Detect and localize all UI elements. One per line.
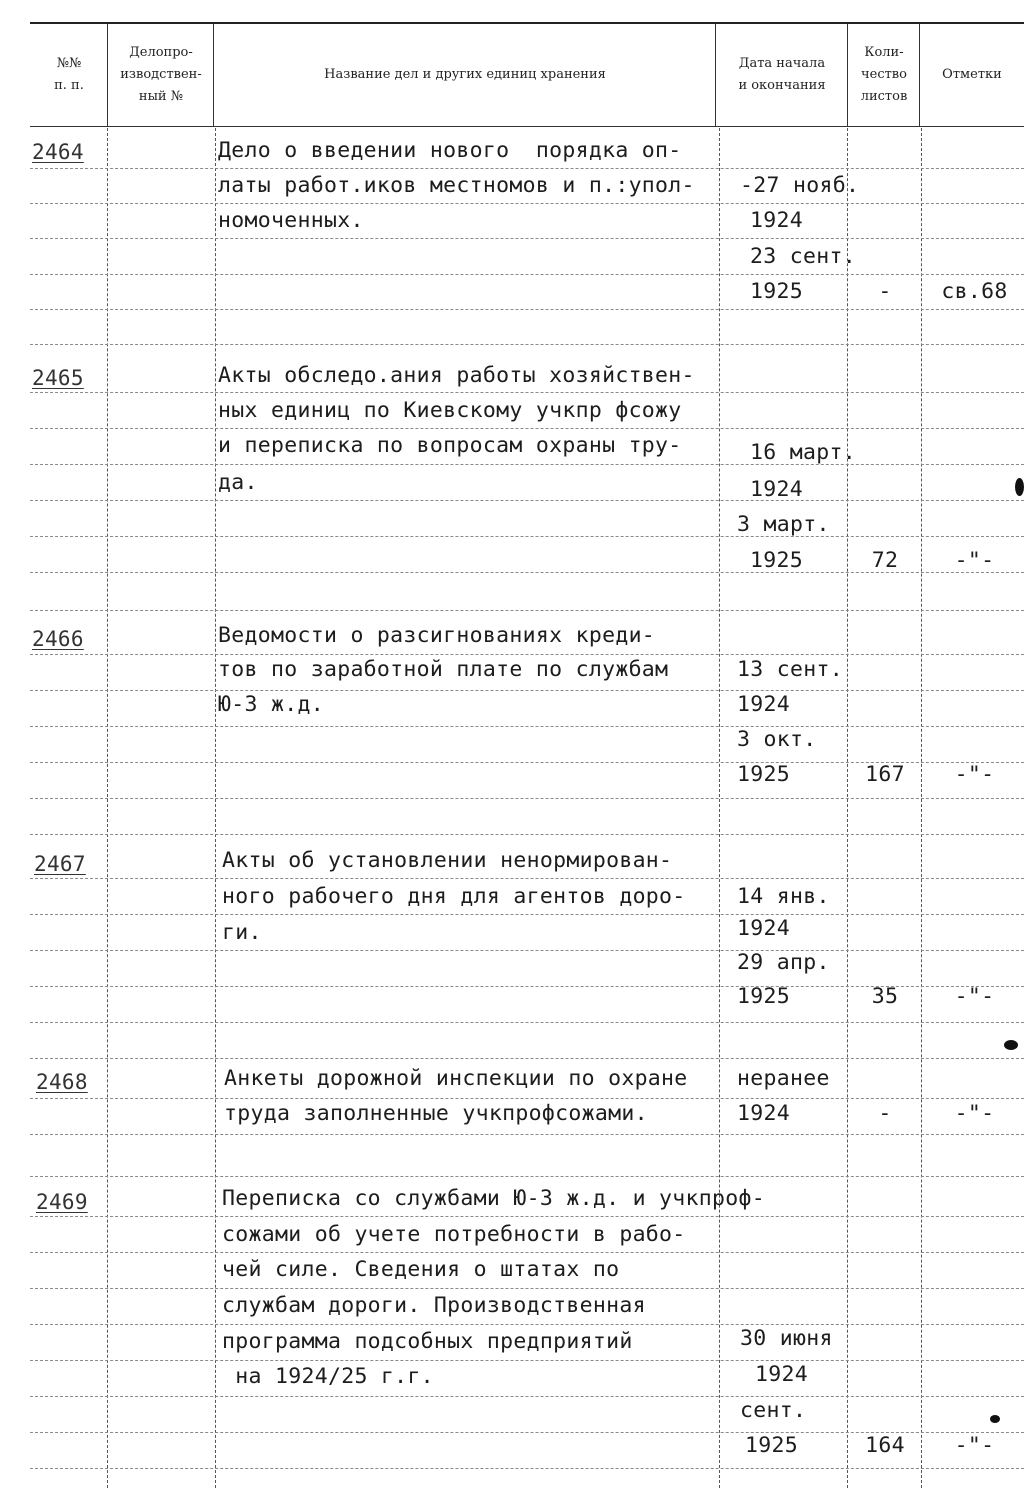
record-title-line: да. (218, 470, 258, 495)
record-notes: -"- (954, 1101, 995, 1126)
ruled-line (30, 1360, 1024, 1361)
record-notes: -"- (954, 548, 995, 573)
record-date-line: 23 сент. (750, 244, 856, 269)
record-date-line: 1924 (750, 208, 803, 233)
record-date-line: 1924 (750, 477, 803, 502)
ruled-line (30, 950, 1024, 951)
record-date-line: 1925 (750, 548, 803, 573)
record-title-line: ного рабочего дня для агентов доро- (222, 884, 686, 909)
record-title-line: номоченных. (218, 208, 364, 233)
record-sheet-count: - (878, 279, 892, 304)
ruled-line (30, 203, 1024, 204)
record-number: 2465 (32, 366, 84, 390)
ruled-line (30, 610, 1024, 611)
ruled-line (30, 914, 1024, 915)
record-title-line: Акты об установлении ненормирован- (222, 848, 673, 873)
record-title-line: и переписка по вопросам охраны тру- (218, 433, 682, 458)
header-divider (919, 24, 920, 126)
ruled-line (30, 428, 1024, 429)
record-title-line: ных единиц по Киевскому учкпр фсожу (218, 398, 682, 423)
record-date-line: 3 март. (737, 512, 830, 537)
record-date-line: 1924 (737, 916, 790, 941)
record-date-line: сент. (740, 1398, 807, 1423)
ruled-line (30, 1176, 1024, 1177)
header-sheets-col: Коли- чество листов (860, 45, 908, 104)
record-date-line: 1924 (737, 1101, 790, 1126)
record-date-line: 1924 (737, 692, 790, 717)
record-date-line: -27 нояб. (740, 173, 860, 198)
record-title-line: Ведомости о разсигнованиях креди- (218, 623, 656, 648)
header-dates-col: Дата начала и окончания (738, 56, 826, 93)
record-title-line: латы работ.иков местномов и п.:упол- (218, 173, 695, 198)
ruled-line (30, 1324, 1024, 1325)
record-date-line: 1924 (755, 1362, 808, 1387)
column-line (215, 128, 216, 1488)
ruled-line (30, 274, 1024, 275)
record-date-line: 14 янв. (737, 884, 830, 909)
ruled-line (30, 1468, 1024, 1469)
header-number-col: №№ п. п. (54, 56, 84, 93)
ruled-line (30, 1022, 1024, 1023)
record-title-line: Дело о введении нового порядка оп- (218, 138, 682, 163)
ruled-line (30, 1288, 1024, 1289)
record-date-line: 1925 (750, 279, 803, 304)
ruled-line (30, 654, 1024, 655)
ink-blot (1004, 1040, 1018, 1050)
column-line (719, 128, 720, 1488)
record-date-line: 13 сент. (737, 657, 843, 682)
ink-blot (990, 1415, 1000, 1423)
record-number: 2467 (34, 852, 86, 876)
ruled-line (30, 392, 1024, 393)
ruled-line (30, 1252, 1024, 1253)
record-date-line: неранее (737, 1066, 830, 1091)
record-date-line: 1925 (745, 1433, 798, 1458)
header-divider (715, 24, 716, 126)
ruled-line (30, 1098, 1024, 1099)
ruled-line (30, 834, 1024, 835)
ruled-line (30, 500, 1024, 501)
ruled-line (30, 1216, 1024, 1217)
record-date-line: 1925 (737, 984, 790, 1009)
record-title-line: чей силе. Сведения о штатах по (222, 1257, 620, 1282)
ruled-line (30, 344, 1024, 345)
ruled-line (30, 1058, 1024, 1059)
record-sheet-count: 167 (865, 762, 905, 787)
ruled-line (30, 309, 1024, 310)
record-title-line: Анкеты дорожной инспекции по охране (224, 1066, 688, 1091)
ruled-line (30, 878, 1024, 879)
record-date-line: 16 март. (750, 440, 856, 465)
record-title-line: службам дороги. Производственная (222, 1293, 646, 1318)
record-date-line: 3 окт. (737, 727, 817, 752)
record-title-line: ги. (222, 920, 262, 945)
ruled-line (30, 536, 1024, 537)
ruled-line (30, 690, 1024, 691)
record-number: 2468 (36, 1070, 88, 1094)
record-title-line: Ю-З ж.д. (218, 692, 324, 717)
column-line (847, 128, 848, 1488)
record-number: 2469 (36, 1190, 88, 1214)
header-divider (107, 24, 108, 126)
record-date-line: 1925 (737, 762, 790, 787)
record-number: 2464 (32, 140, 84, 164)
column-line (107, 128, 108, 1488)
record-sheet-count: 164 (865, 1433, 905, 1458)
record-notes: -"- (954, 984, 995, 1009)
header-divider (847, 24, 848, 126)
ruled-line (30, 238, 1024, 239)
record-date-line: 30 июня (740, 1326, 833, 1351)
record-title-line: тов по заработной плате по службам (218, 657, 669, 682)
header-office-number-col: Делопро- изводствен- ный № (120, 45, 202, 104)
ruled-line (30, 1396, 1024, 1397)
record-title-line: на 1924/25 г.г. (222, 1364, 434, 1389)
header-divider (213, 24, 214, 126)
header-title-col: Название дел и других единиц хранения (324, 67, 606, 82)
record-sheet-count: 72 (871, 548, 899, 573)
record-title-line: программа подсобных предприятий (222, 1329, 633, 1354)
record-notes: -"- (954, 1433, 995, 1458)
ruled-line (30, 168, 1024, 169)
header-bottom-border (30, 126, 1024, 127)
ruled-line (30, 464, 1024, 465)
record-sheet-count: - (878, 1101, 892, 1126)
ruled-line (30, 1134, 1024, 1135)
record-title-line: труда заполненные учкпрофсожами. (224, 1101, 648, 1126)
header-notes-col: Отметки (942, 67, 1002, 82)
ruled-line (30, 798, 1024, 799)
record-title-line: сожами об учете потребности в рабо- (222, 1222, 686, 1247)
record-number: 2466 (32, 627, 84, 651)
ink-blot (1015, 478, 1024, 496)
record-date-line: 29 апр. (737, 950, 830, 975)
record-sheet-count: 35 (871, 984, 899, 1009)
column-line (921, 128, 922, 1488)
record-notes: св.68 (941, 279, 1008, 304)
record-notes: -"- (954, 762, 995, 787)
record-title-line: Переписка со службами Ю-З ж.д. и учкпроф- (222, 1186, 766, 1211)
record-title-line: Акты обследо.ания работы хозяйствен- (218, 363, 695, 388)
ruled-line (30, 726, 1024, 727)
